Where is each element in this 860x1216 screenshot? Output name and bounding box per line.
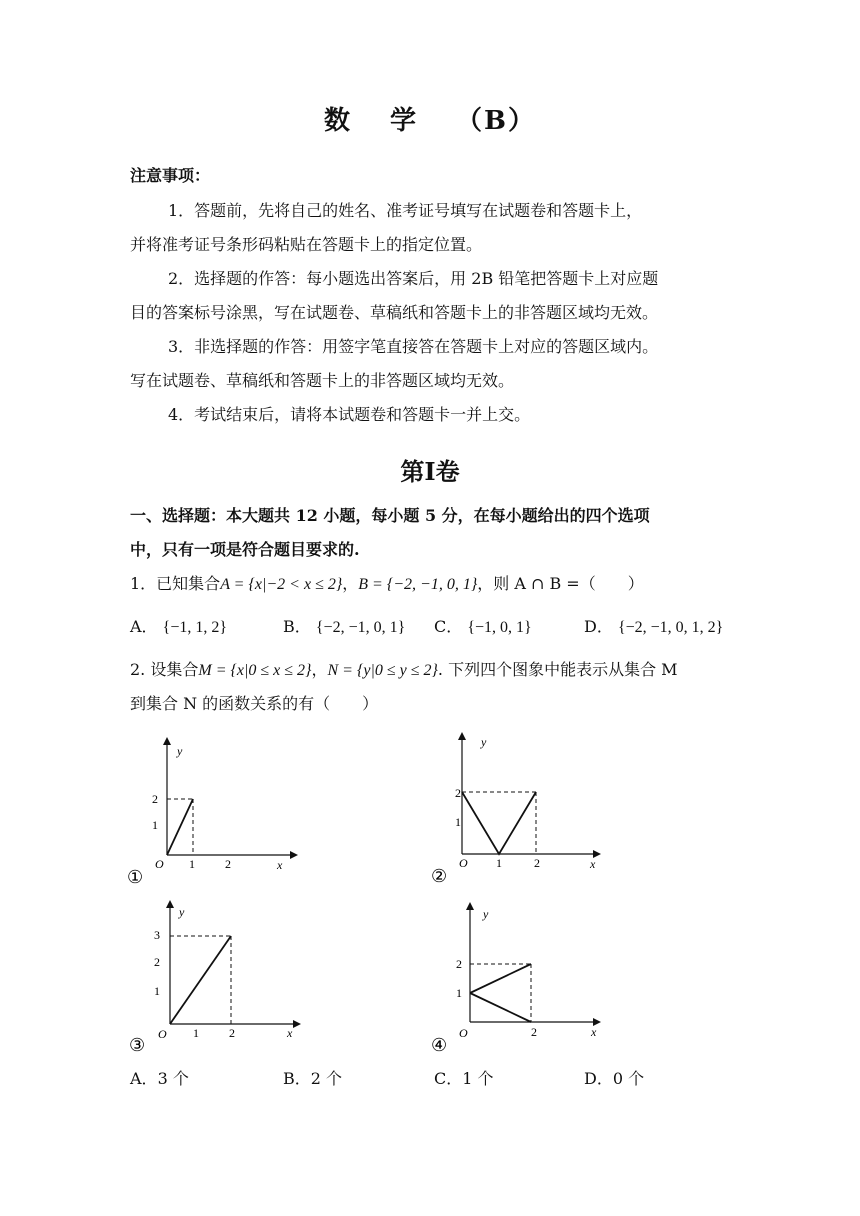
question-2-option-b[interactable] xyxy=(283,1068,342,1090)
notice-item-1-line-2: 并将准考证号条形码粘贴在答题卡上的指定位置。 xyxy=(130,235,483,254)
option-label: A． xyxy=(130,1069,158,1088)
notice-item-4-line-1: 4．考试结束后，请将本试题卷和答题卡一并上交。 xyxy=(168,405,531,424)
question-1-prefix: 1．已知集合 xyxy=(130,574,221,593)
graph-1 xyxy=(125,735,305,885)
separator: ， xyxy=(342,574,359,593)
option-value: {−1, 0, 1} xyxy=(467,619,532,636)
x-tick-2: 2 xyxy=(225,857,231,871)
y-axis-arrow-icon xyxy=(163,737,171,745)
option-label: B． xyxy=(283,617,311,636)
option-label: D． xyxy=(584,1069,613,1088)
y-tick-3: 3 xyxy=(154,928,160,942)
option-value: 1 个 xyxy=(462,1069,494,1088)
question-1-option-b[interactable] xyxy=(283,616,405,639)
question-1-option-c[interactable] xyxy=(434,616,532,639)
question-2-prefix: 2. 设集合 xyxy=(130,660,199,679)
y-tick-1: 1 xyxy=(154,984,160,998)
volume-title: 第Ⅰ卷 xyxy=(400,457,460,486)
x-tick-2: 2 xyxy=(534,856,540,870)
x-tick-1: 1 xyxy=(496,856,502,870)
y-tick-2: 2 xyxy=(456,957,462,971)
graph-3-line xyxy=(170,936,231,1024)
x-axis-label: x xyxy=(287,1026,293,1040)
option-label: C． xyxy=(434,617,463,636)
question-2-stem-line-2: 到集合 N 的函数关系的有（ ） xyxy=(130,694,379,713)
graph-4-line-lower xyxy=(470,993,531,1022)
option-value: {−2, −1, 0, 1} xyxy=(315,619,406,636)
question-1-option-d[interactable] xyxy=(584,616,723,639)
y-axis-label: y xyxy=(483,907,489,921)
question-1-option-a[interactable] xyxy=(130,616,227,639)
question-2-option-c[interactable] xyxy=(434,1068,494,1090)
title-variant: （B） xyxy=(456,106,536,136)
notice-item-3-line-1: 3．非选择题的作答：用签字笔直接答在答题卡上对应的答题区域内。 xyxy=(168,337,659,356)
section-heading-line-1: 一、选择题：本大题共 12 小题，每小题 5 分，在每小题给出的四个选项 xyxy=(130,506,650,525)
option-label: B． xyxy=(283,1069,311,1088)
graph-1-line xyxy=(167,799,193,855)
set-b-definition: B = {−2, −1, 0, 1} xyxy=(358,576,478,593)
notice-heading: 注意事项： xyxy=(130,166,211,185)
option-value: 3 个 xyxy=(157,1069,189,1088)
origin-label: O xyxy=(155,857,164,871)
y-tick-2: 2 xyxy=(152,792,158,806)
y-axis-label: y xyxy=(177,744,183,758)
x-tick-2: 2 xyxy=(229,1026,235,1040)
set-m-definition: M = {x|0 ≤ x ≤ 2} xyxy=(198,662,312,679)
y-axis-arrow-icon xyxy=(166,900,174,908)
graph-2-marker: ② xyxy=(431,866,448,885)
graph-2-guides xyxy=(462,792,536,854)
origin-label: O xyxy=(158,1027,167,1041)
graph-4-line-upper xyxy=(470,964,531,993)
notice-item-3-line-2: 写在试题卷、草稿纸和答题卡上的非答题区域均无效。 xyxy=(130,371,515,390)
y-axis-arrow-icon xyxy=(458,732,466,740)
option-label: C． xyxy=(434,1069,463,1088)
y-tick-2: 2 xyxy=(154,955,160,969)
title-char-1: 数 xyxy=(323,106,352,136)
notice-item-2-line-1: 2．选择题的作答：每小题选出答案后，用 2B 铅笔把答题卡上对应题 xyxy=(168,269,659,288)
question-1-stem xyxy=(130,573,644,596)
x-axis-label: x xyxy=(590,857,596,871)
option-value: 2 个 xyxy=(310,1069,343,1088)
graph-1-axes xyxy=(167,743,290,855)
y-tick-1: 1 xyxy=(455,815,461,829)
question-2-option-d[interactable] xyxy=(584,1068,644,1090)
origin-label: O xyxy=(459,1026,468,1040)
y-axis-arrow-icon xyxy=(466,902,474,910)
graph-4-marker: ④ xyxy=(431,1035,448,1055)
graph-4 xyxy=(425,900,610,1055)
question-2-option-a[interactable] xyxy=(130,1068,189,1090)
option-value: {−1, 1, 2} xyxy=(162,619,228,636)
section-heading-line-2: 中，只有一项是符合题目要求的. xyxy=(130,540,360,559)
notice-item-2-line-2: 目的答案标号涂黑，写在试题卷、草稿纸和答题卡上的非答题区域均无效。 xyxy=(130,303,659,322)
graph-4-guides xyxy=(470,964,531,1022)
graph-3 xyxy=(125,898,305,1055)
option-label: A． xyxy=(130,617,158,636)
x-tick-1: 1 xyxy=(193,1026,199,1040)
question-2-tail: . 下列四个图象中能表示从集合 M xyxy=(437,660,678,679)
question-1-ask: ，则 A ∩ B =（ ） xyxy=(477,574,644,593)
graph-2-line xyxy=(462,792,536,854)
option-label: D． xyxy=(584,617,613,636)
x-axis-arrow-icon xyxy=(293,1020,301,1028)
x-axis-arrow-icon xyxy=(290,851,298,859)
y-axis-label: y xyxy=(179,905,185,919)
origin-label: O xyxy=(459,856,468,870)
x-tick-1: 1 xyxy=(189,857,195,871)
set-n-definition: N = {y|0 ≤ y ≤ 2} xyxy=(327,662,438,679)
y-tick-1: 1 xyxy=(152,818,158,832)
x-tick-2: 2 xyxy=(531,1025,537,1039)
title-char-2: 学 xyxy=(390,106,419,136)
graph-2-axes xyxy=(462,738,593,854)
y-tick-1: 1 xyxy=(456,986,462,1000)
x-axis-label: x xyxy=(591,1025,597,1039)
option-value: {−2, −1, 0, 1, 2} xyxy=(617,619,724,636)
graph-2 xyxy=(425,730,610,885)
option-value: 0 个 xyxy=(612,1069,645,1088)
y-tick-2: 2 xyxy=(455,786,461,800)
y-axis-label: y xyxy=(481,735,487,749)
page-title xyxy=(0,100,860,137)
graph-3-marker: ③ xyxy=(129,1035,146,1055)
graph-1-marker: ① xyxy=(127,867,144,885)
set-a-definition: A = {x|−2 < x ≤ 2} xyxy=(220,576,343,593)
question-2-stem xyxy=(130,659,678,682)
separator: ， xyxy=(311,660,328,679)
x-axis-label: x xyxy=(277,858,283,872)
notice-item-1-line-1: 1．答题前，先将自己的姓名、准考证号填写在试题卷和答题卡上， xyxy=(168,201,643,220)
